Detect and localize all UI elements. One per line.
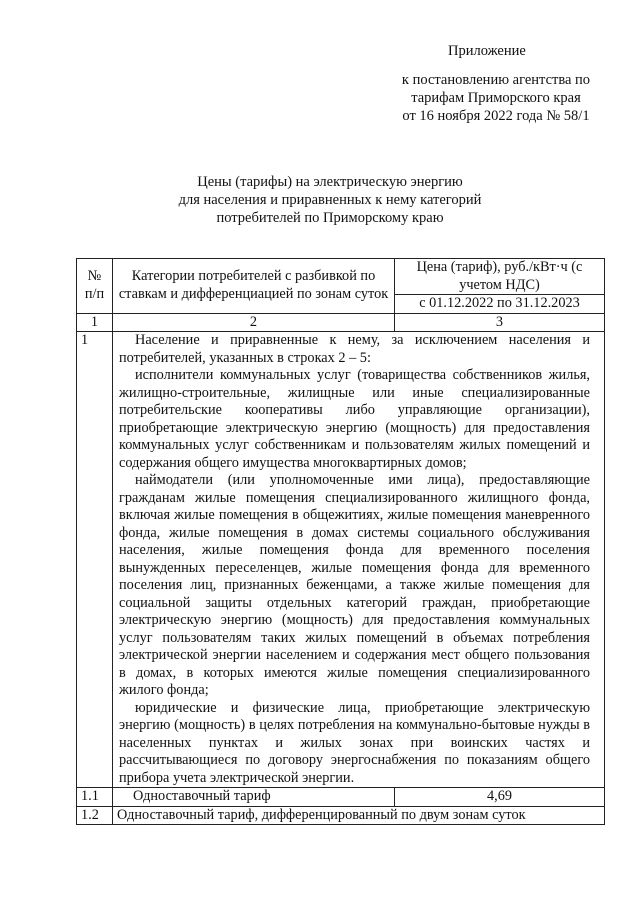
column-number: 1 [77,313,113,332]
row-number: 1.1 [77,788,113,807]
row-label: Одноставочный тариф, дифференцированный по двум зонам суток [113,806,605,825]
table-row [77,788,605,807]
table-header-row [77,259,605,295]
description-paragraph: исполнители коммунальных услуг (товарищества собственников жилья, жилищно-строительные, жилищные или иные специализированные потребительские кооперативы либо управляющие организации), приобретающие электрическую энергию (мощность) для предоставления коммунальных услуг собственникам и пользователям жилых помещений и содержания общего имущества многоквартирных домов; [119,367,590,471]
header-period: с 01.12.2022 по 31.12.2023 [395,295,605,314]
table-row [77,332,605,788]
column-number-row [77,313,605,332]
table-row [77,806,605,825]
document-title-line: потребителей по Приморскому краю [216,210,444,226]
row-price: 4,69 [395,788,605,807]
tariff-table [76,258,605,825]
column-number: 2 [113,313,395,332]
row-number: 1.2 [77,806,113,825]
document-title-line: Цены (тарифы) на электрическую энергию [197,174,463,190]
header-price: Цена (тариф), руб./кВт·ч (с учетом НДС) [395,259,605,295]
description-paragraph: наймодатели (или уполномоченные ими лица), предоставляющие гражданам жилые помещения специализированного жилищного фонда, включая жилые помещения в общежитиях, жилые помещения маневренного фонда, жилые помещения в домах системы социального обслуживания населения, жилые помещения фонда для временного поселения вынужденных переселенцев, жилые помещения фонда для временного поселения лиц, признанных беженцами, а также жилые помещения для социальной защиты отдельных категорий граждан, приобретающие электрическую энергию (мощность) для предоставления коммунальных услуг пользователям таких жилых помещений в объемах потребления электрической энергии населением и содержания мест общего пользования в домах, в которых имеются жилые помещения специализированного жилого фонда; [119,472,590,698]
header-num: № п/п [77,259,113,314]
description-paragraph: Население и приравненные к нему, за исключением населения и потребителей, указанных в строках 2 – 5: [119,332,590,366]
description-paragraph: юридические и физические лица, приобретающие электрическую энергию (мощность) в целях потребления на коммунально-бытовые нужды в населенных пунктах и жилых зонах при воинских частях и рассчитывающиеся по договору энергоснабжения по показаниям общего прибора учета электрической энергии. [119,699,590,786]
appendix-basis [372,71,620,125]
document-title-line: для населения и приравненных к нему категорий [178,192,482,208]
appendix-title: Приложение [448,43,526,59]
appendix-basis-line: от 16 ноября 2022 года № 58/1 [402,108,590,124]
header-category: Категории потребителей с разбивкой по ставкам и дифференциацией по зонам суток [113,259,395,314]
row-number: 1 [77,332,113,788]
appendix-basis-line: к постановлению агентства по [401,72,591,88]
document-title [120,173,540,227]
column-number: 3 [395,313,605,332]
row-description [113,332,605,788]
appendix-basis-line: тарифам Приморского края [411,90,581,106]
row-label: Одноставочный тариф [113,788,395,807]
